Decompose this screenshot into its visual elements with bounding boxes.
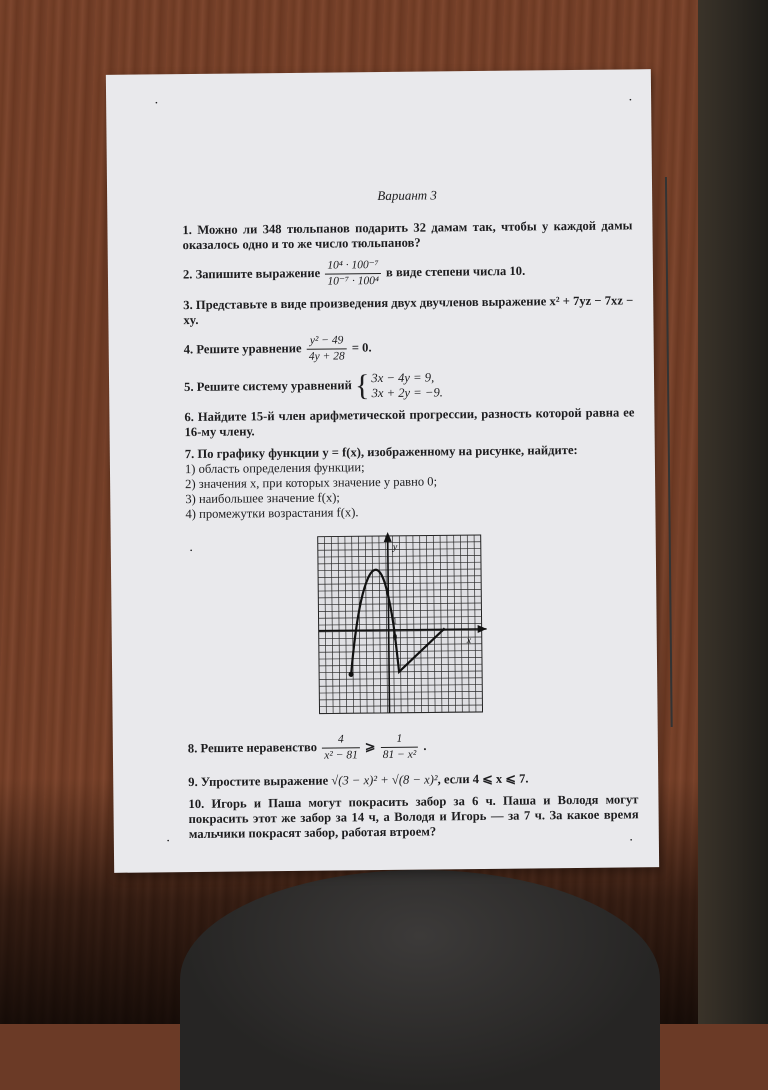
task-4 xyxy=(184,330,634,366)
speck: · xyxy=(154,96,159,112)
task-number: 10. xyxy=(188,796,205,812)
task-number: 5. xyxy=(184,379,194,394)
x-axis-label: x xyxy=(466,635,472,647)
list-item: 1) область определения функции; xyxy=(184,460,365,477)
equation-system xyxy=(355,370,443,401)
task-1 xyxy=(182,218,632,253)
task-text: По графику функции y = f(x), изображенному на рисунке, найдите: xyxy=(197,442,578,461)
task-text: Решите уравнение xyxy=(196,341,302,357)
task-7 xyxy=(185,442,636,522)
task-number: 8. xyxy=(187,741,198,756)
task-text: = 0. xyxy=(351,340,372,355)
lap-shadow xyxy=(180,870,660,1090)
list-item: 4) промежутки возрастания f(x). xyxy=(185,505,359,522)
task-text: Решите неравенство xyxy=(200,740,318,756)
brace: { xyxy=(354,369,370,403)
worksheet-content-lower xyxy=(188,729,639,849)
fraction-denominator: 81 − x² xyxy=(382,748,417,762)
speck: · xyxy=(165,834,171,850)
task-9 xyxy=(188,770,638,790)
speck: · xyxy=(628,93,633,109)
speck: · xyxy=(188,543,194,560)
task-text: Упростите выражение xyxy=(200,773,329,789)
task-3 xyxy=(183,293,633,328)
fraction xyxy=(322,732,360,763)
fraction-denominator: 4y + 28 xyxy=(308,350,345,363)
task-text: , если 4 ⩽ x ⩽ 7. xyxy=(437,771,529,787)
fraction-numerator: 1 xyxy=(380,732,418,748)
variant-title: Вариант 3 xyxy=(377,187,437,204)
task-text: Найдите 15-й член арифметической прогрессии, разность которой равна ее 16-му члену. xyxy=(184,405,635,440)
task-text: Можно ли 348 тюльпанов подарить 32 дамам так, чтобы у каждой дамы оказалось одно и то же число тюльпанов? xyxy=(182,218,633,253)
task-7-items xyxy=(185,457,636,522)
fraction-numerator: y² − 49 xyxy=(307,333,347,349)
task-number: 3. xyxy=(183,297,193,313)
task-text: в виде степени числа 10. xyxy=(385,263,526,280)
task-text: Представьте в виде произведения двух двучленов выражение x² + 7yz − 7xz − xy. xyxy=(183,293,634,328)
worksheet-content xyxy=(182,185,636,529)
task-text: . xyxy=(423,738,427,753)
task-5 xyxy=(184,368,634,403)
graph-svg xyxy=(316,531,488,718)
task-text: Решите систему уравнений xyxy=(196,378,352,394)
relation-sign: ⩾ xyxy=(364,739,376,754)
expression: √(3 − x)² + √(8 − x)² xyxy=(331,772,438,788)
system-lines xyxy=(371,370,443,401)
task-text: Запишите выражение xyxy=(195,266,321,282)
tick-label: 1 xyxy=(392,615,398,626)
fraction-numerator: 4 xyxy=(322,732,360,748)
fraction-denominator: x² − 81 xyxy=(324,749,358,762)
task-number: 6. xyxy=(184,409,194,425)
list-item: 3) наибольшее значение f(x); xyxy=(185,490,340,507)
task-text: Игорь и Паша могут покрасить забор за 6 ч. Паша и Володя могут покрасить этот же забор за 14 ч, а Володя и Игорь — за 7 ч. За какое время мальчики покрасят забор, работая втроем? xyxy=(188,792,639,842)
task-number: 2. xyxy=(182,267,193,282)
fraction xyxy=(325,258,381,290)
task-10 xyxy=(188,792,638,842)
list-item: 2) значения x, при которых значение y равно 0; xyxy=(185,474,438,492)
origin-label: 0 xyxy=(392,631,398,642)
task-6 xyxy=(184,405,634,440)
task-number: 9. xyxy=(188,774,198,790)
function-graph xyxy=(316,531,488,723)
fraction xyxy=(380,732,418,763)
equation-2: 3x + 2y = −9. xyxy=(371,385,443,401)
task-number: 4. xyxy=(183,342,194,357)
fraction xyxy=(307,333,347,364)
task-number: 1. xyxy=(182,222,192,238)
fraction-denominator: 10⁻⁷ · 100⁴ xyxy=(327,275,379,288)
task-2 xyxy=(183,255,633,291)
task-8 xyxy=(188,729,638,765)
speck: · xyxy=(628,833,634,849)
desk-edge xyxy=(698,0,768,1024)
equation-1: 3x − 4y = 9, xyxy=(371,370,435,386)
task-number: 7. xyxy=(184,446,195,462)
fraction-numerator: 10⁴ · 100⁻⁷ xyxy=(325,258,381,275)
y-axis-label: y xyxy=(392,541,398,553)
worksheet-paper xyxy=(106,69,659,873)
